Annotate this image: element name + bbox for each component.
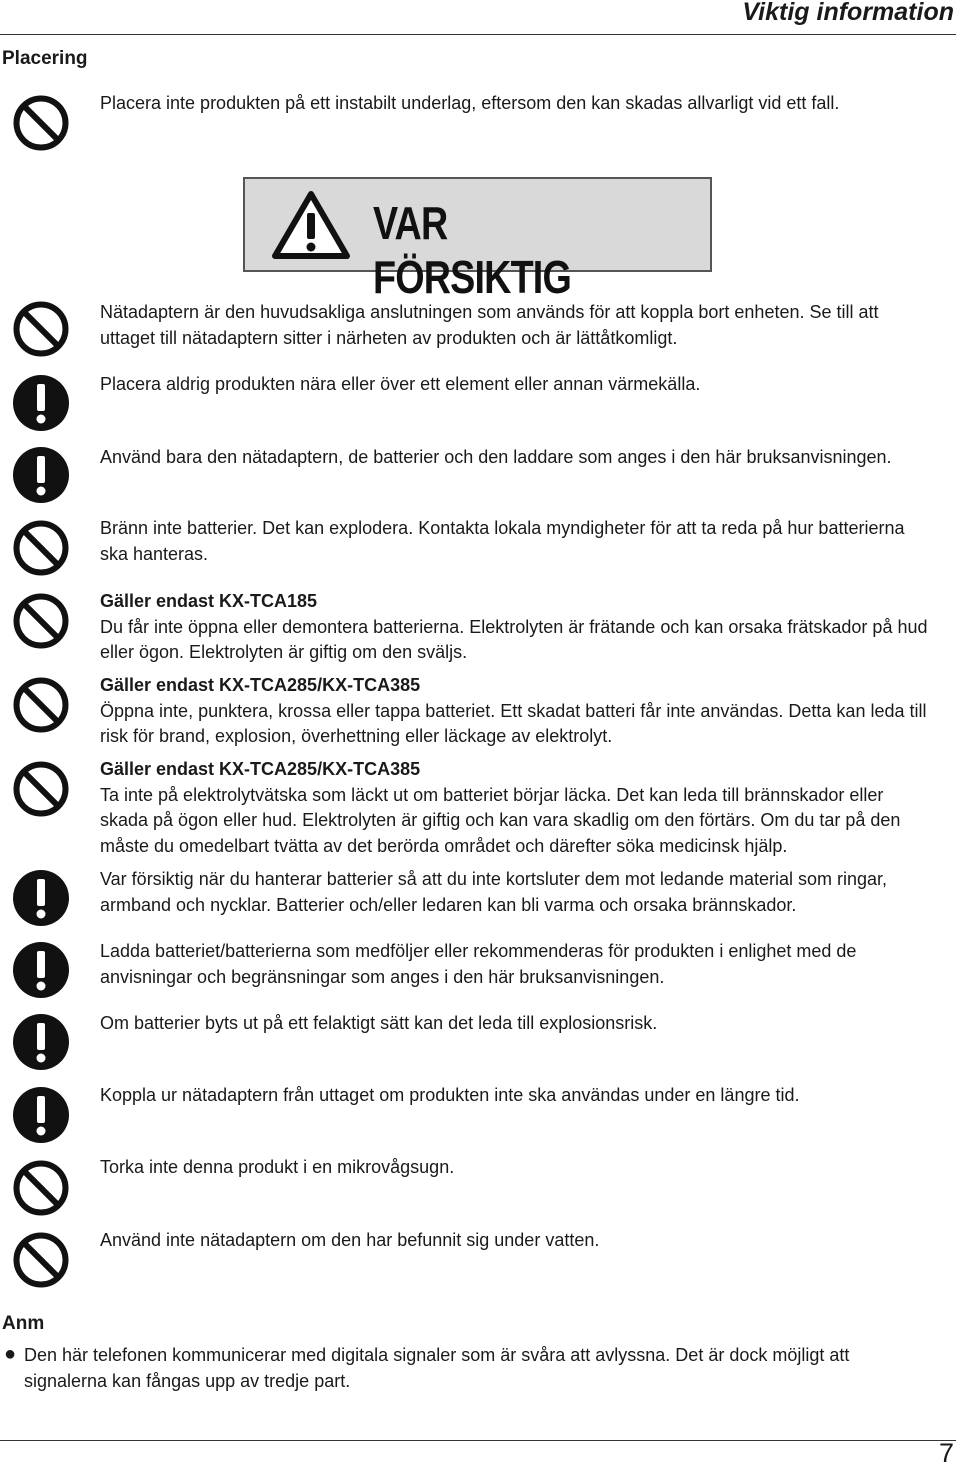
safety-item-text: Bränn inte batterier. Det kan explodera. Kontakta lokala myndigheter för att ta reda på hur batterierna ska hanteras. [100, 518, 905, 564]
mandatory-icon [12, 869, 70, 927]
footer-divider [0, 1440, 956, 1441]
safety-item-text: Koppla ur nätadaptern från uttaget om produkten inte ska användas under en längre tid. [100, 1085, 800, 1105]
page-number: 7 [938, 1438, 954, 1468]
prohibition-icon [12, 94, 70, 152]
safety-item-text: Om batterier byts ut på ett felaktigt sätt kan det leda till explosionsrisk. [100, 1013, 658, 1033]
safety-item-text: Ta inte på elektrolytvätska som läckt ut om batteriet börjar läcka. Det kan leda till brännskador eller skada på ögon eller hud. Elektrolyten är giftig och kan vara skadlig om den förtärs. Om du tar på den måste du omedelbart tvätta av det berörda området och därefter söka medicinsk hjälp. [100, 784, 901, 856]
caution-banner [243, 177, 712, 303]
model-restriction-heading: Gäller endast KX-TCA285/KX-TCA385 [100, 759, 421, 779]
caution-label: VAR FÖRSIKTIG [373, 197, 571, 303]
mandatory-icon [12, 374, 70, 432]
header-divider [0, 34, 956, 35]
note-text: Den här telefonen kommunicerar med digitala signaler som är svåra att avlyssna. Det är dock möjligt att signalerna kan fångas upp av tredje part. [24, 1345, 850, 1391]
prohibition-icon [12, 1159, 70, 1217]
safety-item-text: Öppna inte, punktera, krossa eller tappa batteriet. Ett skadat batteri får inte användas. Detta kan leda till risk för brand, explosion, överhettning eller läckage av elektrolyt. [100, 700, 927, 746]
safety-item-text: Du får inte öppna eller demontera batterierna. Elektrolyten är frätande och kan orsaka frätskador på hud eller ögon. Elektrolyten är giftig om den sväljs. [100, 616, 928, 662]
mandatory-icon [12, 941, 70, 999]
model-restriction-heading: Gäller endast KX-TCA285/KX-TCA385 [100, 675, 421, 695]
safety-item-text: Ladda batteriet/batterierna som medföljer eller rekommenderas för produkten i enlighet med de anvisningar och begränsningar som anges i den här bruksanvisningen. [100, 941, 857, 987]
prohibition-icon [12, 1231, 70, 1289]
mandatory-icon [12, 1086, 70, 1144]
model-restriction-heading: Gäller endast KX-TCA185 [100, 591, 318, 611]
safety-item [100, 589, 930, 666]
warning-triangle-icon [271, 189, 351, 261]
safety-item [100, 673, 930, 750]
section-heading-note: Anm [2, 1313, 45, 1334]
safety-item-text: Använd bara den nätadaptern, de batterier och den laddare som anges i den här bruksanvisningen. [100, 447, 892, 467]
safety-item-text: Nätadaptern är den huvudsakliga anslutningen som används för att koppla bort enheten. Se till att uttaget till nätadaptern sitter i närheten av produkten och är lättåtkomligt. [100, 302, 879, 348]
section-heading-placement: Placering [2, 48, 88, 69]
page-header-title: Viktig information [742, 0, 954, 26]
prohibition-icon [12, 676, 70, 734]
prohibition-icon [12, 592, 70, 650]
bullet-marker: ● [4, 1343, 17, 1365]
mandatory-icon [12, 446, 70, 504]
safety-item-text: Placera aldrig produkten nära eller över ett element eller annan värmekälla. [100, 374, 701, 394]
safety-item-text: Använd inte nätadaptern om den har befunnit sig under vatten. [100, 1230, 600, 1250]
safety-item [100, 757, 930, 859]
prohibition-icon [12, 300, 70, 358]
mandatory-icon [12, 1013, 70, 1071]
prohibition-icon [12, 760, 70, 818]
prohibition-icon [12, 519, 70, 577]
safety-item-text: Var försiktig när du hanterar batterier så att du inte kortsluter dem mot ledande material som ringar, armband och nycklar. Batterier och/eller ledaren kan bli varma och orsaka brännskador. [100, 869, 888, 915]
placement-text: Placera inte produkten på ett instabilt underlag, eftersom den kan skadas allvarligt vid ett fall. [100, 93, 840, 113]
safety-item-text: Torka inte denna produkt i en mikrovågsugn. [100, 1157, 455, 1177]
